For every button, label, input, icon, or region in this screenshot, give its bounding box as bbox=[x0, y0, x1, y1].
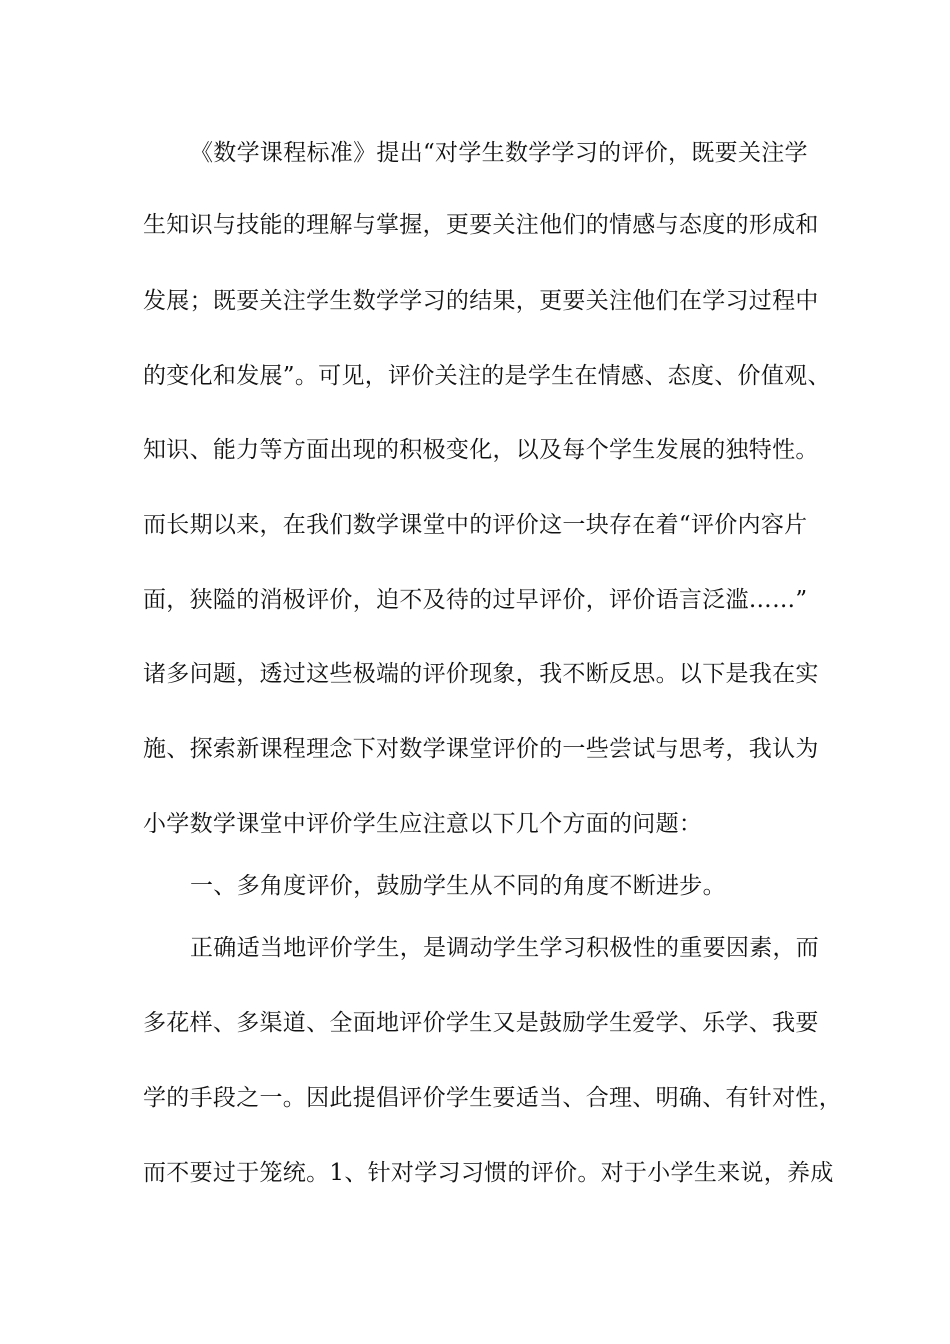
text-line-7: 面，狭隘的消极评价，迫不及待的过早评价，评价语言泛滥……” bbox=[143, 587, 808, 613]
text-line-14: 学的手段之一。因此提倡评价学生要适当、合理、明确、有针对性， bbox=[143, 1085, 842, 1111]
text-line-12: 正确适当地评价学生，是调动学生学习积极性的重要因素，而 bbox=[190, 935, 820, 961]
text-line-10: 小学数学课堂中评价学生应注意以下几个方面的问题： bbox=[143, 811, 703, 837]
text-line-8: 诸多问题，透过这些极端的评价现象，我不断反思。以下是我在实 bbox=[143, 661, 819, 687]
text-line-13: 多花样、多渠道、全面地评价学生又是鼓励学生爱学、乐学、我要 bbox=[143, 1010, 819, 1036]
text-line-5: 知识、能力等方面出现的积极变化，以及每个学生发展的独特性。 bbox=[143, 437, 819, 463]
text-line-3: 发展；既要关注学生数学学习的结果，更要关注他们在学习过程中 bbox=[143, 288, 819, 314]
text-line-9: 施、探索新课程理念下对数学课堂评价的一些尝试与思考，我认为 bbox=[143, 736, 819, 762]
text-line-4: 的变化和发展”。可见，评价关注的是学生在情感、态度、价值观、 bbox=[143, 363, 831, 389]
text-line-2: 生知识与技能的理解与掌握，更要关注他们的情感与态度的形成和 bbox=[143, 212, 819, 238]
text-line-15: 而不要过于笼统。1、针对学习习惯的评价。对于小学生来说，养成 bbox=[143, 1160, 834, 1186]
section-heading-1: 一、多角度评价，鼓励学生从不同的角度不断进步。 bbox=[190, 873, 726, 899]
text-line-1: 《数学课程标准》提出“对学生数学学习的评价，既要关注学 bbox=[190, 140, 808, 166]
text-line-6: 而长期以来，在我们数学课堂中的评价这一块存在着“评价内容片 bbox=[143, 512, 808, 538]
